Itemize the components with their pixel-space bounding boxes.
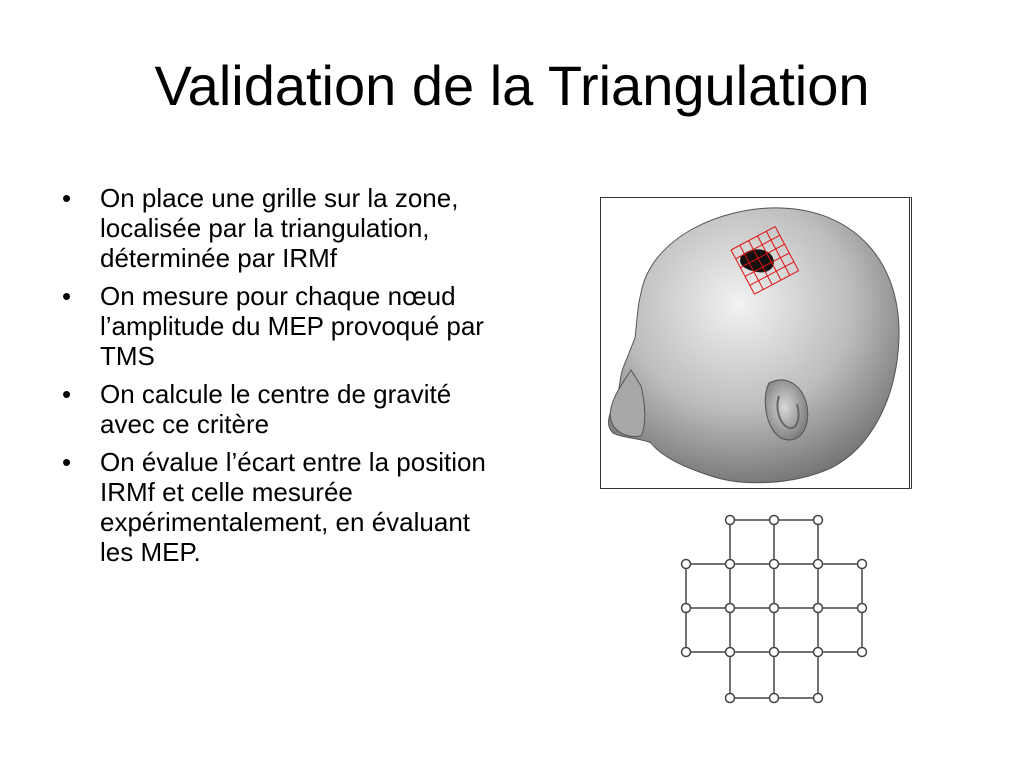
slide-title: Validation de la Triangulation [154,54,870,117]
grid-node [814,648,823,657]
head-render-image [600,197,912,489]
bullet-glyph: • [62,281,72,311]
bullet-item [58,183,508,273]
grid-node [682,560,691,569]
bullet-list [58,183,508,575]
grid-node [726,694,735,703]
grid-node [770,604,779,613]
grid-node [814,694,823,703]
bullet-item [58,379,508,439]
grid-node [814,560,823,569]
bullet-glyph: • [62,183,72,213]
head-illustration [601,198,911,488]
grid-node [858,648,867,657]
bullet-text: On place une grille sur la zone, localisée par la triangulation, déterminée par IRMf [100,183,459,273]
grid-svg [678,512,872,706]
grid-node [858,560,867,569]
bullet-text: On mesure pour chaque nœud l’amplitude du MEP provoqué par TMS [100,281,484,371]
bullet-item [58,447,508,567]
grid-node [726,648,735,657]
grid-node [770,516,779,525]
grid-node [858,604,867,613]
grid-node [726,560,735,569]
grid-node [770,694,779,703]
bullet-glyph: • [62,447,72,477]
bullet-glyph: • [62,379,72,409]
grid-node [770,560,779,569]
grid-node [682,648,691,657]
grid-node [682,604,691,613]
bullet-text: On calcule le centre de gravité avec ce critère [100,379,452,439]
bullet-item [58,281,508,371]
grid-node [814,516,823,525]
grid-node [726,604,735,613]
node-grid-diagram [678,512,872,706]
bullet-text: On évalue l’écart entre la position IRMf et celle mesurée expérimentalement, en évaluant les MEP. [100,447,486,567]
grid-node [814,604,823,613]
grid-node [770,648,779,657]
grid-node [726,516,735,525]
